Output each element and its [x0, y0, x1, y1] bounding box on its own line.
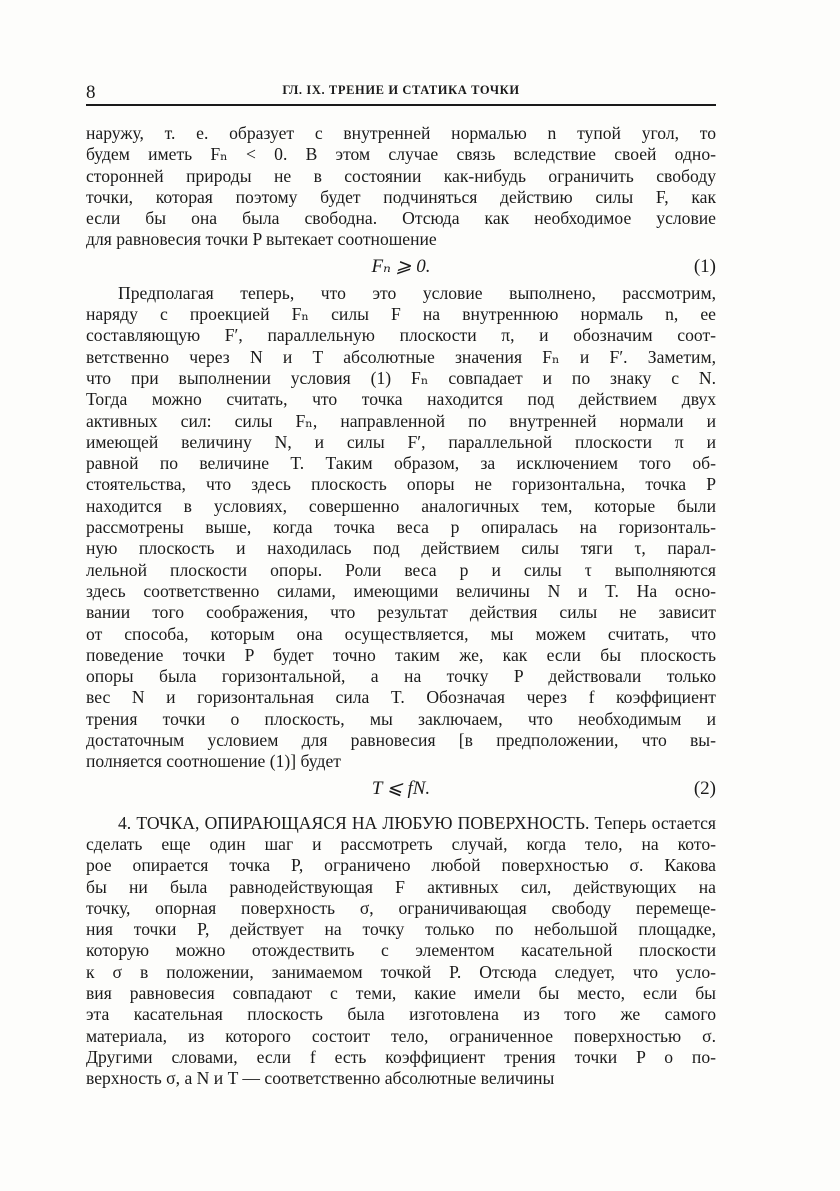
- text-line: стоятельства, что здесь плоскость опоры не горизонтальна, точка P: [86, 474, 716, 495]
- text-line: Предполагая теперь, что это условие выполнено, рассмотрим,: [118, 282, 716, 303]
- text-line: 4. ТОЧКА, ОПИРАЮЩАЯСЯ НА ЛЮБУЮ ПОВЕРХНОСТЬ. Теперь остается: [118, 812, 716, 833]
- text-line: находится в условиях, совершенно аналогичных тем, которые были: [86, 495, 716, 516]
- text-line: поведение точки P будет точно таким же, как если бы плоскость: [86, 644, 716, 665]
- text-line: активных сил: силы Fₙ, направленной по внутренней нормали и: [86, 410, 716, 431]
- text-line: трения точки о плоскость, мы заключаем, что необходимым и: [86, 708, 716, 729]
- text-line: вании того соображения, что результат действия силы не зависит: [86, 602, 716, 623]
- text-line: верхность σ, а N и T — соответственно абсолютные величины: [86, 1068, 555, 1089]
- text-line: будем иметь Fₙ < 0. В этом случае связь вследствие своей одно-: [86, 144, 716, 165]
- text-line: Другими словами, если f есть коэффициент трения точки P о по-: [86, 1046, 716, 1067]
- text-line: опоры была горизонтальной, а на точку P действовали только: [86, 666, 716, 687]
- page-number: 8: [86, 82, 96, 103]
- text-line: лельной плоскости опоры. Роли веса p и силы τ выполняются: [86, 559, 716, 580]
- running-head: ГЛ. IX. ТРЕНИЕ И СТАТИКА ТОЧКИ: [282, 83, 520, 97]
- formula-1-number: (1): [693, 255, 716, 277]
- text-line: полняется соотношение (1)] будет: [86, 751, 341, 772]
- text-line: ветственно через N и T абсолютные значения Fₙ и F′. Заметим,: [86, 346, 716, 367]
- text-line: достаточным условием для равновесия [в предположении, что вы-: [86, 730, 716, 751]
- text-line: рое опирается точка P, ограничено любой поверхностью σ. Какова: [86, 855, 716, 876]
- text-line: бы ни была равнодействующая F активных сил, действующих на: [86, 876, 716, 897]
- text-line: от способа, которым она осуществляется, мы можем считать, что: [86, 623, 716, 644]
- formula-2: [86, 773, 716, 805]
- text-line: наружу, т. е. образует с внутренней нормалью n тупой угол, то: [86, 123, 716, 143]
- text-line: сторонней природы не в состоянии как-нибудь ограничить свободу: [86, 165, 716, 186]
- text-line: наряду с проекцией Fₙ силы F на внутреннюю нормаль n, ее: [86, 304, 716, 325]
- text-line: ную плоскость и находилась под действием силы тяги τ, парал-: [86, 538, 716, 559]
- text-line: точки, которая поэтому будет подчиняться действию силы F, как: [86, 186, 716, 207]
- formula-2-number: (2): [693, 777, 716, 799]
- formula-1: [86, 251, 716, 283]
- text-line: для равновесия точки P вытекает соотношение: [86, 229, 437, 250]
- body-text: [86, 123, 716, 1089]
- text-line: точку, опорная поверхность σ, ограничивающая свободу перемеще-: [86, 897, 716, 918]
- paragraph-1: [86, 123, 716, 251]
- text-line: если бы она была свободна. Отсюда как необходимое условие: [86, 208, 716, 229]
- text-line: вия равновесия совпадают с теми, какие имели бы место, если бы: [86, 982, 716, 1003]
- formula-1-expression: Fₙ ⩾ 0.: [371, 255, 431, 277]
- text-line: Тогда можно считать, что точка находится под действием двух: [86, 389, 716, 410]
- text-line: здесь соответственно силами, имеющими величины N и T. На осно-: [86, 580, 716, 601]
- paragraph-3: [86, 813, 716, 1090]
- text-line: материала, из которого состоит тело, ограниченное поверхностью σ.: [86, 1025, 716, 1046]
- text-line: ния точки P, действует на точку только по небольшой площадке,: [86, 919, 716, 940]
- formula-2-expression: T ⩽ fN.: [371, 777, 431, 799]
- text-line: вес N и горизонтальная сила T. Обозначая через f коэффициент: [86, 687, 716, 708]
- text-line: имеющей величину N, и силы F′, параллельной плоскости π и: [86, 431, 716, 452]
- text-line: равной по величине T. Таким образом, за исключением того об-: [86, 453, 716, 474]
- text-line: составляющую F′, параллельную плоскости π, и обозначим соот-: [86, 325, 716, 346]
- paragraph-2: [86, 283, 716, 773]
- text-line: рассмотрены выше, когда точка веса p опиралась на горизонталь-: [86, 517, 716, 538]
- text-line: которую можно отождествить с элементом касательной плоскости: [86, 940, 716, 961]
- text-line: к σ в положении, занимаемом точкой P. Отсюда следует, что усло-: [86, 961, 716, 982]
- text-line: сделать еще один шаг и рассмотреть случай, когда тело, на кото-: [86, 833, 716, 854]
- page-header: [86, 78, 716, 106]
- text-line: что при выполнении условия (1) Fₙ совпадает и по знаку с N.: [86, 367, 716, 388]
- text-line: эта касательная плоскость была изготовлена из того же самого: [86, 1004, 716, 1025]
